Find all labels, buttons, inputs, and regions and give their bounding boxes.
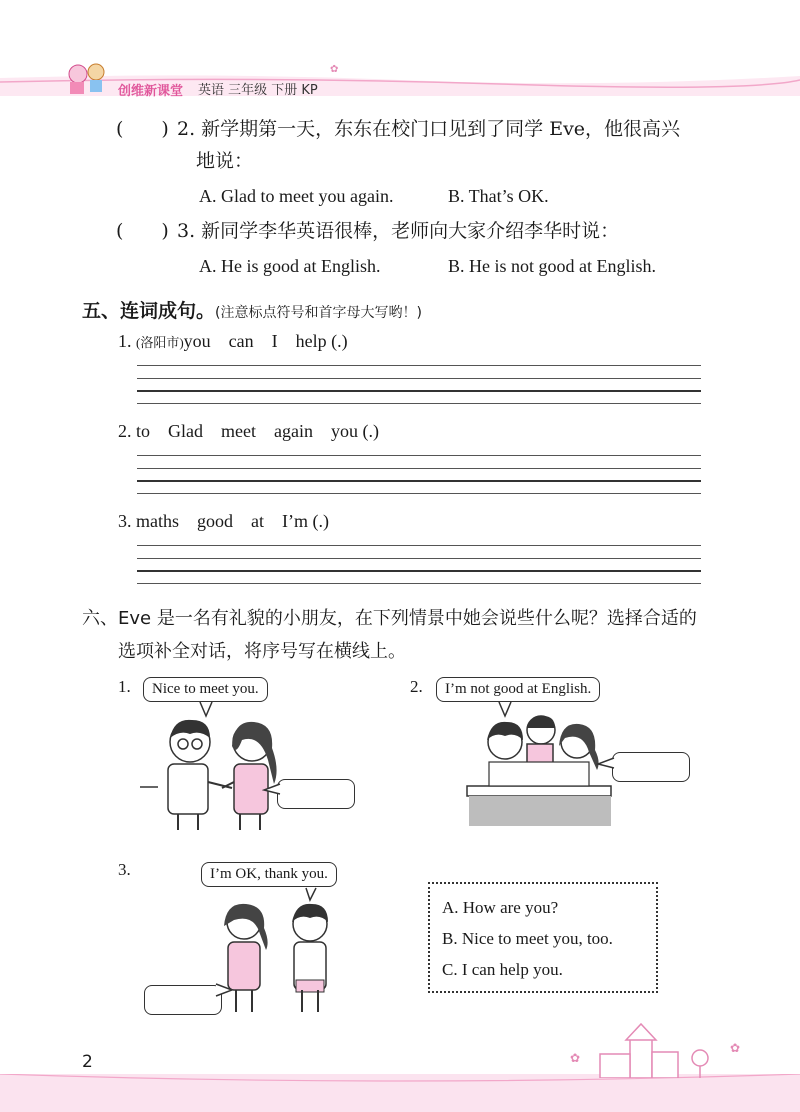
question-2-option-a: A. Glad to meet you again. [199, 186, 394, 206]
question-2-text: 2. 新学期第一天，东东在校门口见到了同学 Eve，他很高兴 [177, 118, 681, 140]
options-box [428, 882, 658, 993]
scene-2-illustration [465, 700, 615, 830]
writing-line[interactable] [137, 480, 701, 482]
bubble-tail [214, 982, 234, 998]
scene-1-number: 1. [118, 677, 131, 696]
writing-line[interactable] [137, 545, 701, 546]
sentence-3: 3. maths good at I’m (.) [118, 511, 329, 531]
svg-text:✿: ✿ [330, 64, 339, 75]
question-2-option-b: B. That’s OK. [448, 186, 549, 206]
footer-band [0, 1074, 800, 1112]
writing-line[interactable] [137, 455, 701, 456]
scene-3-speech-bubble: I’m OK, thank you. [201, 862, 337, 887]
bubble-tail [596, 756, 616, 772]
option-c: C. I can help you. [442, 960, 563, 979]
brand-name: 创维新课堂 [118, 84, 184, 99]
writing-line[interactable] [137, 403, 701, 404]
answer-paren: ( ) [116, 220, 169, 242]
writing-line[interactable] [137, 378, 701, 379]
scene-1-speech-bubble: Nice to meet you. [143, 677, 268, 702]
question-2-text-cont: 地说： [196, 150, 254, 172]
writing-line[interactable] [137, 390, 701, 392]
scene-3-number: 3. [118, 860, 131, 879]
sentence-2: 2. to Glad meet again you (.) [118, 421, 379, 441]
castle-decoration-icon [560, 1022, 760, 1078]
writing-line[interactable] [137, 558, 701, 559]
writing-line[interactable] [137, 583, 701, 584]
scene-1-answer-box[interactable] [277, 779, 355, 809]
svg-text:✿: ✿ [730, 1041, 741, 1055]
writing-line[interactable] [137, 468, 701, 469]
scene-2-answer-box[interactable] [612, 752, 690, 782]
option-b: B. Nice to meet you, too. [442, 929, 613, 948]
question-3-option-b: B. He is not good at English. [448, 256, 656, 276]
answer-paren: ( ) [116, 118, 169, 140]
writing-line[interactable] [137, 493, 701, 494]
section-5-title: 五、连词成句。(注意标点符号和首字母大写哟！) [82, 300, 422, 322]
scene-2-speech-bubble: I’m not good at English. [436, 677, 600, 702]
course-info: 英语 三年级 下册 KP [198, 83, 318, 98]
writing-line[interactable] [137, 570, 701, 572]
writing-line[interactable] [137, 365, 701, 366]
scene-2-number: 2. [410, 677, 423, 696]
question-3-text: 3. 新同学李华英语很棒，老师向大家介绍李华时说： [177, 220, 620, 242]
sentence-1: 1. (洛阳市)you can I help (.) [118, 331, 348, 351]
section-6-title: 六、Eve 是一名有礼貌的小朋友，在下列情景中她会说些什么呢？选择合适的 [82, 608, 697, 629]
question-3-option-a: A. He is good at English. [199, 256, 381, 276]
page-number: 2 [82, 1052, 93, 1072]
bubble-tail [262, 782, 282, 798]
section-6-title-cont: 选项补全对话，将序号写在横线上。 [118, 641, 406, 662]
scene-3-answer-box[interactable] [144, 985, 222, 1015]
scene-1-illustration [140, 700, 370, 830]
option-a: A. How are you? [442, 898, 559, 917]
svg-text:✿: ✿ [570, 1051, 581, 1065]
